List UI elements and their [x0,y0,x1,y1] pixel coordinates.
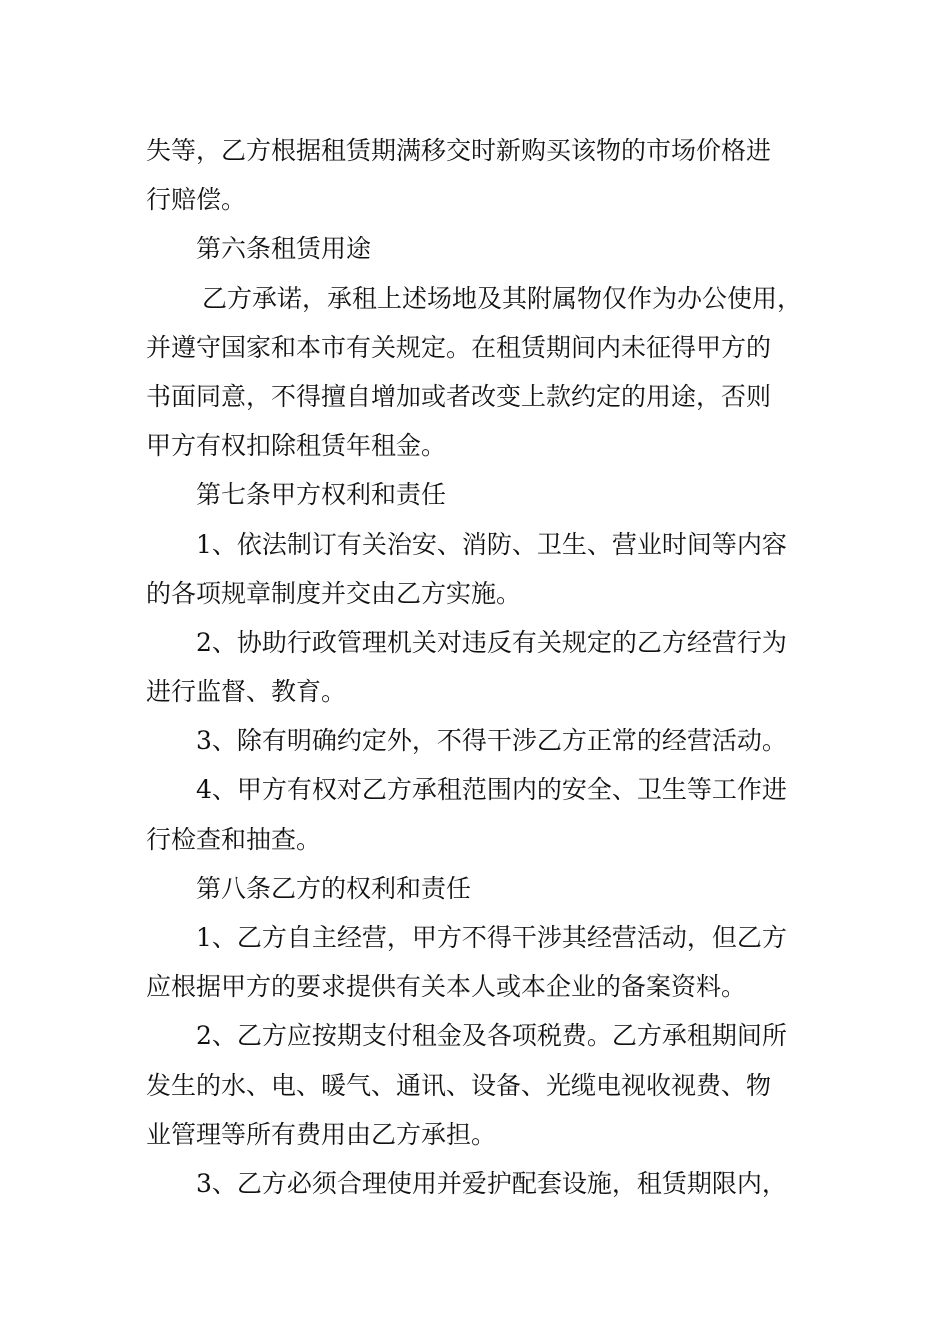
text-line: 2、乙方应按期支付租金及各项税费。乙方承租期间所 [196,1021,787,1051]
text-line: 业管理等所有费用由乙方承担。 [146,1119,497,1149]
section-heading: 第八条乙方的权利和责任 [196,873,472,903]
text-line: 甲方有权扣除租赁年租金。 [146,431,447,461]
text-line: 1、乙方自主经营，甲方不得干涉其经营活动，但乙方 [196,923,787,952]
text-line: 并遵守国家和本市有关规定。在租赁期间内未征得甲方的 [146,332,772,362]
text-line: 的各项规章制度并交由乙方实施。 [146,578,522,608]
text-line: 3、除有明确约定外，不得干涉乙方正常的经营活动。 [196,726,787,756]
text-line: 进行监督、教育。 [146,677,347,707]
document-body [146,126,810,1208]
text-line: 书面同意，不得擅自增加或者改变上款约定的用途，否则 [146,381,772,411]
text-line: 行检查和抽查。 [146,824,322,854]
section-heading: 第七条甲方权利和责任 [196,480,447,510]
text-line: 发生的水、电、暖气、通讯、设备、光缆电视收视费、物 [146,1070,772,1100]
text-line: 乙方承诺，承租上述场地及其附属物仅作为办公使用， [202,283,803,313]
section-heading: 第六条租赁用途 [196,234,372,264]
text-line: 2、协助行政管理机关对违反有关规定的乙方经营行为 [196,627,787,657]
text-line: 行赔偿。 [146,185,247,215]
text-line: 应根据甲方的要求提供有关本人或本企业的备案资料。 [146,972,747,1002]
text-line: 4、甲方有权对乙方承租范围内的安全、卫生等工作进 [196,775,787,805]
text-line: 3、乙方必须合理使用并爱护配套设施，租赁期限内， [196,1168,787,1198]
text-line: 1、依法制订有关治安、消防、卫生、营业时间等内容 [196,529,787,559]
text-line: 失等，乙方根据租赁期满移交时新购买该物的市场价格进 [146,136,772,165]
